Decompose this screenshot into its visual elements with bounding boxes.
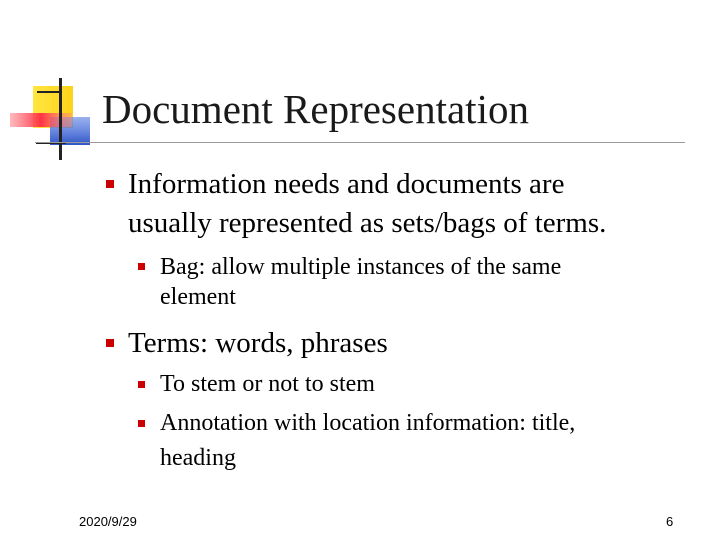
subbullet-1-1-line-2: element: [160, 284, 236, 310]
subbullet-2-2-line-1: Annotation with location information: title,: [160, 410, 576, 436]
bullet-1-text-line-1: Information needs and documents are: [128, 168, 565, 200]
page-number: 6: [666, 514, 674, 529]
subbullet-2-1-line-1: To stem or not to stem: [160, 371, 375, 397]
subbullet-marker: [138, 420, 145, 427]
title-divider: [35, 142, 685, 143]
subbullet-2-2-line-2: heading: [160, 445, 236, 471]
bullet-1-text-line-2: usually represented as sets/bags of terms.: [128, 207, 607, 239]
bullet-marker: [106, 339, 114, 347]
bullet-marker: [106, 180, 114, 188]
slide-title: Document Representation: [102, 86, 529, 132]
bullet-2-text-line-1: Terms: words, phrases: [128, 327, 388, 359]
footer-date: 2020/9/29: [79, 514, 137, 529]
subbullet-1-1-line-1: Bag: allow multiple instances of the same: [160, 254, 562, 280]
subbullet-marker: [138, 263, 145, 270]
subbullet-marker: [138, 381, 145, 388]
